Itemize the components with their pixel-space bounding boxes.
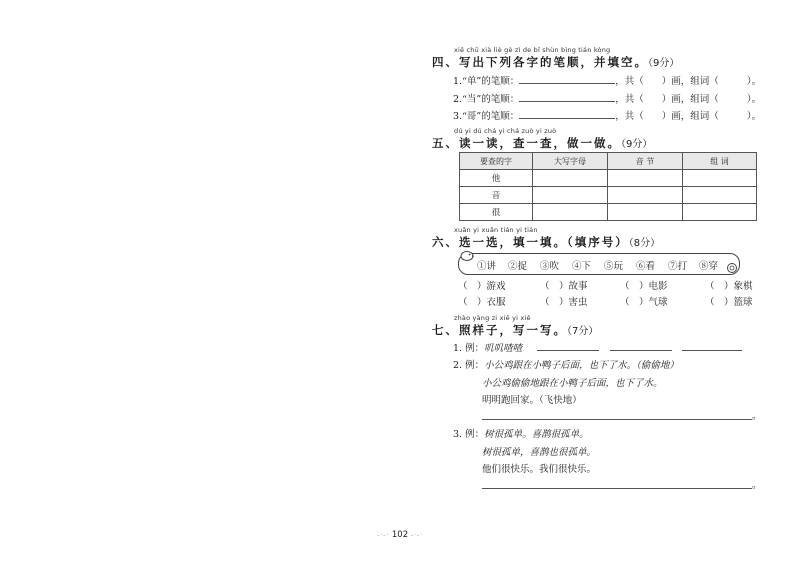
s7-pinyin: zhào yàng zi xiě yi xiě [454, 314, 531, 322]
table-header: 大写字母 [533, 153, 608, 170]
fill-item[interactable]: （ ）故事 [540, 281, 588, 292]
s4-title-text: 四、写出下列各字的笔顺，并填空。 [432, 55, 648, 69]
answer-blank[interactable] [682, 341, 742, 351]
answer-blank[interactable] [610, 341, 672, 351]
s7-title-text: 七、照样子，写一写。 [432, 323, 567, 337]
bird-icon [459, 248, 475, 262]
option-item[interactable]: ⑥看 [636, 261, 656, 272]
table-header: 要查的字 [460, 153, 533, 170]
page-number-value: 102 [391, 530, 409, 540]
option-item[interactable]: ⑤玩 [604, 261, 624, 272]
fill-item[interactable]: （ ）害虫 [540, 297, 588, 308]
s4-item-3 [453, 108, 761, 122]
table-cell-blank[interactable] [683, 170, 757, 187]
example-text: 树很孤单。喜鹊很孤单。 [484, 429, 589, 440]
s6-pinyin: xuǎn yi xuǎn tián yi tián [454, 226, 538, 234]
s5-title-text: 五、读一读，查一查，做一做。 [432, 136, 621, 150]
option-item[interactable]: ①讲 [477, 261, 497, 272]
s4-item-text: ，共（ [615, 111, 644, 122]
table-cell-blank[interactable] [608, 204, 683, 221]
example-label: 3. 例： [453, 429, 485, 440]
table-row [460, 204, 757, 221]
table-cell-blank[interactable] [533, 204, 608, 221]
example-label: 2. 例： [453, 360, 485, 371]
s4-item-text: ）。 [746, 94, 762, 105]
page-dash: -·-· [377, 532, 390, 539]
example-rewrite: 小公鸡偷偷地跟在小鸭子后面，也下了水。 [482, 378, 663, 389]
s4-pinyin: xiě chū xià liè gè zì de bǐ shùn bìng tián kòng [454, 46, 611, 54]
s7-ex1 [453, 340, 522, 354]
fill-item[interactable]: （ ）衣服 [458, 297, 506, 308]
task-sentence: 明明跑回家。（飞快地） [482, 395, 582, 406]
table-cell-blank[interactable] [683, 204, 757, 221]
s4-item-text: ）画，组词（ [661, 94, 719, 105]
answer-blank[interactable] [537, 341, 599, 351]
s5-points: （9分） [621, 139, 653, 150]
snail-icon [726, 262, 738, 274]
lookup-table [459, 152, 757, 221]
table-cell-char: 他 [460, 170, 533, 187]
answer-line[interactable] [482, 410, 752, 420]
table-cell-blank[interactable] [533, 187, 608, 204]
table-header: 组 词 [683, 153, 757, 170]
s7-ex2 [453, 357, 679, 371]
s5-title [432, 135, 652, 151]
table-row [460, 187, 757, 204]
s4-item-text: ）画，组词（ [661, 111, 719, 122]
stroke-order-blank[interactable] [519, 74, 615, 84]
table-cell-char: 很 [460, 204, 533, 221]
task-sentence: 他们很快乐。我们很快乐。 [482, 464, 597, 475]
option-item[interactable]: ⑧穿 [699, 261, 719, 272]
s4-item-1 [453, 73, 761, 87]
example-rewrite: 树很孤单，喜鹊也很孤单。 [482, 447, 597, 458]
table-cell-blank[interactable] [683, 187, 757, 204]
s7-points: （7分） [567, 326, 599, 337]
fill-item[interactable]: （ ）篮球 [705, 297, 753, 308]
s4-item-text: ）。 [746, 111, 762, 122]
example-text: 小公鸡跟在小鸭子后面，也下了水。（偷偷地） [484, 360, 679, 371]
period-mark: 。 [752, 480, 762, 491]
example-label: 1. 例： [453, 343, 485, 354]
option-item[interactable]: ⑦打 [668, 261, 688, 272]
s6-points: （8分） [628, 238, 661, 249]
s4-item-2 [453, 91, 761, 105]
stroke-order-blank[interactable] [519, 109, 615, 119]
s7-title [432, 322, 598, 338]
table-cell-blank[interactable] [608, 187, 683, 204]
s4-item-text: ）画，组词（ [661, 76, 719, 87]
answer-line[interactable] [482, 479, 752, 489]
s4-item-text: ，共（ [615, 94, 644, 105]
example-text: 叽叽喳喳 [484, 343, 523, 354]
fill-item[interactable]: （ ）电影 [620, 281, 668, 292]
s4-item-text: ）。 [746, 76, 762, 87]
table-header: 音 节 [608, 153, 683, 170]
fill-item[interactable]: （ ）象棋 [705, 281, 753, 292]
s6-title-text: 六、选一选，填一填。（填序号） [432, 235, 629, 249]
fill-item[interactable]: （ ）气球 [620, 297, 668, 308]
table-cell-blank[interactable] [608, 170, 683, 187]
page-number [0, 530, 800, 540]
period-mark: 。 [752, 411, 762, 422]
s5-pinyin: dú yi dú chá yi chá zuò yi zuò [454, 127, 557, 135]
fill-item[interactable]: （ ）游戏 [458, 281, 506, 292]
table-cell-blank[interactable] [533, 170, 608, 187]
page-dash: -·-· [410, 532, 423, 539]
s4-points: （9分） [648, 58, 680, 69]
s4-item-label: 2.“当”的笔顺： [453, 94, 520, 105]
option-item[interactable]: ②捉 [508, 261, 528, 272]
s4-item-label: 3.“哥”的笔顺： [453, 111, 520, 122]
s4-item-text: ，共（ [615, 76, 644, 87]
table-row [460, 170, 757, 187]
s4-item-label: 1.“单”的笔顺： [453, 76, 520, 87]
stroke-order-blank[interactable] [519, 92, 615, 102]
options-box [458, 253, 740, 275]
option-item[interactable]: ④下 [572, 261, 592, 272]
table-header-row [460, 153, 757, 170]
s7-ex3 [453, 426, 589, 440]
table-cell-char: 音 [460, 187, 533, 204]
option-item[interactable]: ③吹 [540, 261, 560, 272]
s4-title [432, 54, 679, 70]
